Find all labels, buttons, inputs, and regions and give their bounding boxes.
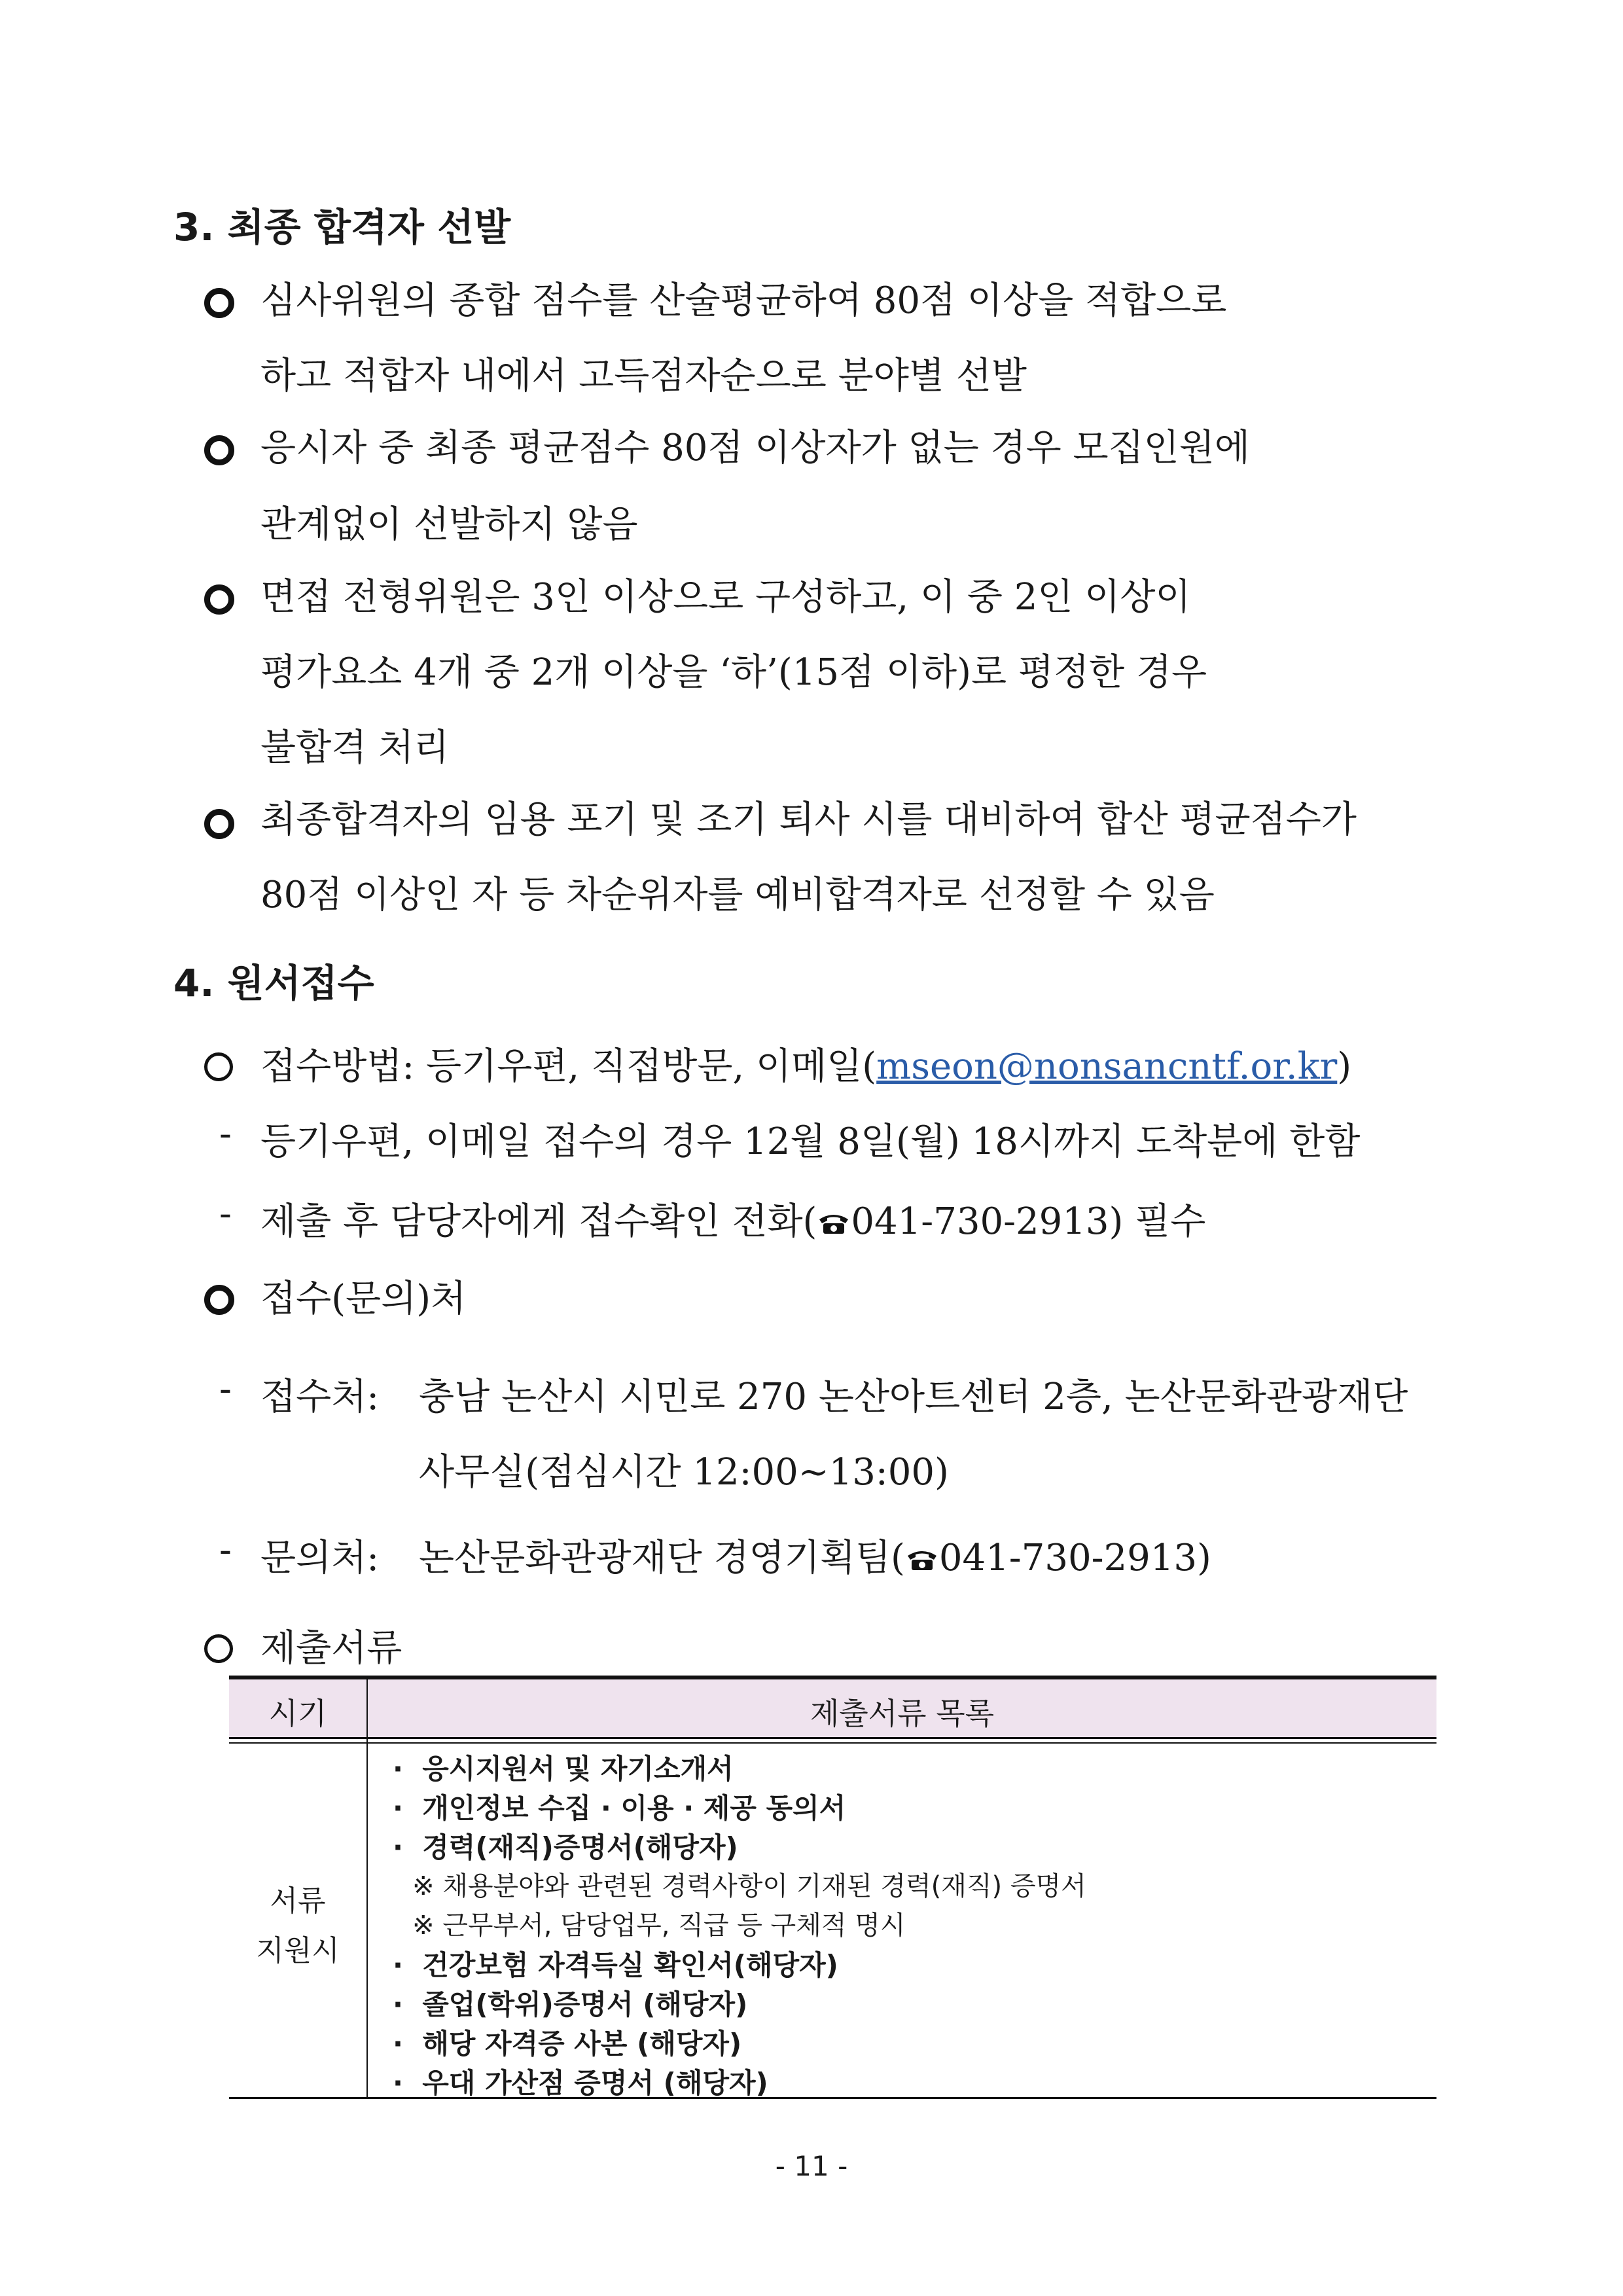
- table-header-col2: 제출서류 목록: [810, 1696, 995, 1731]
- table-header-col1: 시기: [268, 1696, 327, 1731]
- section4-heading: 4. 원서접수: [173, 961, 374, 1005]
- circle-bullet-icon: [204, 584, 234, 615]
- section3-bullet2-line2: 관계없이 선발하지 않음: [260, 503, 638, 546]
- method-sub2-phone: 041-730-2913: [851, 1200, 1109, 1243]
- method-sub1: 등기우편, 이메일 접수의 경우 12월 8일(월) 18시까지 도착분에 한함: [260, 1121, 1361, 1163]
- list-item: · 건강보험 자격득실 확인서(해당자): [393, 1949, 838, 1981]
- page-number: - 11 -: [775, 2150, 848, 2182]
- table-header-rule: [229, 1737, 1436, 1739]
- contact-label: 접수(문의)처: [260, 1278, 467, 1320]
- method-sub2: [260, 1193, 1205, 1245]
- circle-bullet-icon: [204, 809, 234, 839]
- documents-label: 제출서류: [260, 1627, 402, 1670]
- method-line: [260, 1037, 1351, 1090]
- inquiry-label: 문의처:: [260, 1537, 380, 1579]
- section3-bullet3-line2: 평가요소 4개 중 2개 이상을 ‘하’(15점 이하)로 평정한 경우: [260, 651, 1207, 694]
- table-row-label-line2: 지원시: [256, 1934, 340, 1967]
- method-sub2-post: ) 필수: [1109, 1200, 1206, 1243]
- circle-bullet-icon: [204, 435, 234, 465]
- reception-line1: 충남 논산시 시민로 270 논산아트센터 2층, 논산문화관광재단: [419, 1376, 1408, 1418]
- list-note: ※ 근무부서, 담당업무, 직급 등 구체적 명시: [412, 1910, 906, 1941]
- table-column-divider: [366, 1679, 368, 2097]
- circle-bullet-icon: [204, 1052, 233, 1081]
- email-link[interactable]: mseon@nonsancntf.or.kr: [876, 1045, 1338, 1088]
- table-row-label-line1: 서류: [270, 1884, 326, 1918]
- table-header-rule: [229, 1742, 1436, 1744]
- circle-bullet-icon: [204, 1285, 234, 1315]
- inquiry-phone: 041-730-2913: [938, 1537, 1198, 1579]
- list-item: · 개인정보 수집 · 이용 · 제공 동의서: [393, 1792, 846, 1824]
- inquiry-pre: 논산문화관광재단 경영기획팀(: [419, 1537, 905, 1579]
- section3-bullet1-line1: 심사위원의 종합 점수를 산술평균하여 80점 이상을 적합으로: [260, 279, 1227, 322]
- section3-bullet4-line2: 80점 이상인 자 등 차순위자를 예비합격자로 선정할 수 있음: [260, 874, 1215, 916]
- list-item: · 응시지원서 및 자기소개서: [393, 1753, 734, 1785]
- list-note: ※ 채용분야와 관련된 경력사항이 기재된 경력(재직) 증명서: [412, 1871, 1086, 1901]
- method-label: 접수방법: 등기우편, 직접방문, 이메일(: [260, 1045, 877, 1088]
- section3-bullet3-line3: 불합격 처리: [260, 726, 450, 769]
- reception-label: 접수처:: [260, 1376, 380, 1418]
- list-item: · 해당 자격증 사본 (해당자): [393, 2028, 742, 2060]
- list-item: · 우대 가산점 증명서 (해당자): [393, 2067, 768, 2099]
- dash-marker: -: [219, 1193, 232, 1235]
- telephone-icon: [905, 1547, 939, 1571]
- circle-bullet-icon: [204, 288, 234, 318]
- dash-marker: -: [219, 1368, 232, 1410]
- circle-bullet-icon: [204, 1634, 233, 1663]
- section3-heading: 3. 최종 합격자 선발: [173, 205, 511, 249]
- section3-bullet2-line1: 응시자 중 최종 평균점수 80점 이상자가 없는 경우 모집인원에: [260, 427, 1250, 469]
- reception-line2: 사무실(점심시간 12:00~13:00): [419, 1451, 949, 1494]
- method-close: ): [1337, 1045, 1352, 1088]
- section3-bullet1-line2: 하고 적합자 내에서 고득점자순으로 분야별 선발: [260, 355, 1027, 397]
- dash-marker: -: [219, 1113, 232, 1155]
- inquiry-line: [419, 1529, 1211, 1581]
- list-item: · 졸업(학위)증명서 (해당자): [393, 1988, 748, 2020]
- telephone-icon: [817, 1210, 851, 1235]
- dash-marker: -: [219, 1529, 232, 1571]
- section3-bullet3-line1: 면접 전형위원은 3인 이상으로 구성하고, 이 중 2인 이상이: [260, 576, 1191, 619]
- inquiry-post: ): [1197, 1537, 1211, 1579]
- list-item: · 경력(재직)증명서(해당자): [393, 1831, 738, 1863]
- method-sub2-pre: 제출 후 담당자에게 접수확인 전화(: [260, 1200, 817, 1243]
- section3-bullet4-line1: 최종합격자의 임용 포기 및 조기 퇴사 시를 대비하여 합산 평균점수가: [260, 798, 1357, 841]
